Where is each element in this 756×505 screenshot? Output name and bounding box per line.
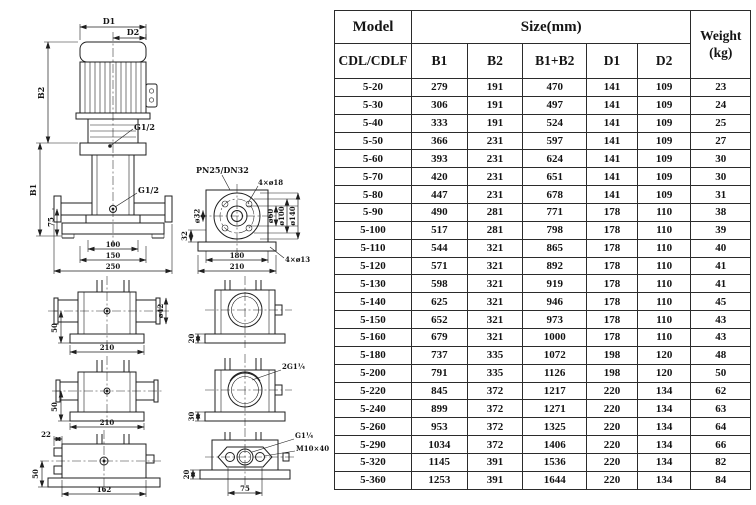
cell-w: 84 <box>691 471 751 489</box>
port-label-g12-top: G1/2 <box>134 122 155 132</box>
cell-b1: 845 <box>411 382 467 400</box>
cell-model: 5-30 <box>335 96 412 114</box>
cell-w: 40 <box>691 239 751 257</box>
cell-b2: 391 <box>467 454 523 472</box>
dim-label-flange-210: 210 <box>229 262 245 271</box>
cell-d2: 110 <box>637 329 691 347</box>
cell-d1: 220 <box>587 382 638 400</box>
cell-d2: 134 <box>637 418 691 436</box>
header-d1: D1 <box>587 44 638 79</box>
cell-d2: 110 <box>637 257 691 275</box>
cell-d1: 178 <box>587 204 638 222</box>
cell-model: 5-150 <box>335 311 412 329</box>
cell-d1: 141 <box>587 186 638 204</box>
cell-model: 5-240 <box>335 400 412 418</box>
cell-b1b2: 892 <box>523 257 587 275</box>
cell-model: 5-80 <box>335 186 412 204</box>
header-b2: B2 <box>467 44 523 79</box>
cell-d1: 178 <box>587 239 638 257</box>
cell-d1: 178 <box>587 221 638 239</box>
dim-label-180: 180 <box>229 251 245 260</box>
cell-b2: 191 <box>467 96 523 114</box>
dim-label-210a: 210 <box>99 343 115 352</box>
cell-model: 5-50 <box>335 132 412 150</box>
flange-bolt-bottom-label: 4×ø13 <box>285 255 311 264</box>
dia60-label: ø60 <box>266 208 275 224</box>
cell-d2: 134 <box>637 382 691 400</box>
cell-d1: 141 <box>587 132 638 150</box>
table-body <box>335 79 751 490</box>
cell-b1: 544 <box>411 239 467 257</box>
cell-b1b2: 865 <box>523 239 587 257</box>
dim-label-20a: 20 <box>187 333 196 344</box>
cell-w: 43 <box>691 329 751 347</box>
table-row <box>335 364 751 382</box>
cell-b2: 191 <box>467 114 523 132</box>
bolt-label-m10x40: M10×40 <box>296 444 330 453</box>
cell-model: 5-130 <box>335 275 412 293</box>
cell-d1: 141 <box>587 79 638 97</box>
cell-d2: 110 <box>637 204 691 222</box>
cell-b1b2: 1536 <box>523 454 587 472</box>
table-row <box>335 239 751 257</box>
cell-b2: 335 <box>467 364 523 382</box>
pump-dimension-drawing <box>0 0 334 500</box>
cell-d2: 109 <box>637 150 691 168</box>
table-row <box>335 293 751 311</box>
dim-label-75b: 75 <box>240 484 250 493</box>
cell-b2: 321 <box>467 311 523 329</box>
cell-d2: 120 <box>637 346 691 364</box>
pump-front-view <box>28 16 172 274</box>
cell-b2: 372 <box>467 436 523 454</box>
header-b1: B1 <box>411 44 467 79</box>
port-label-2g114: 2G1¼ <box>282 362 306 371</box>
cell-model: 5-220 <box>335 382 412 400</box>
cell-w: 38 <box>691 204 751 222</box>
cell-model: 5-110 <box>335 239 412 257</box>
table-row <box>335 311 751 329</box>
cell-b1: 306 <box>411 96 467 114</box>
cell-b1: 490 <box>411 204 467 222</box>
table-row <box>335 132 751 150</box>
table-row <box>335 329 751 347</box>
cell-w: 24 <box>691 96 751 114</box>
flange-bolt-top-label: 4×ø18 <box>258 178 284 187</box>
cell-d2: 109 <box>637 186 691 204</box>
cell-b1: 279 <box>411 79 467 97</box>
dim-label-22: 22 <box>41 430 51 439</box>
cell-w: 43 <box>691 311 751 329</box>
table-row <box>335 275 751 293</box>
cell-d2: 120 <box>637 364 691 382</box>
cell-model: 5-160 <box>335 329 412 347</box>
flange-detail-view <box>180 165 310 274</box>
flange-title: PN25/DN32 <box>196 165 249 175</box>
cell-b2: 231 <box>467 168 523 186</box>
cell-b1b2: 1000 <box>523 329 587 347</box>
cell-w: 41 <box>691 275 751 293</box>
dia42-label: ø42 <box>156 303 165 319</box>
cell-d2: 110 <box>637 293 691 311</box>
table-row <box>335 471 751 489</box>
dim-label-50b: 50 <box>50 402 59 412</box>
cell-w: 63 <box>691 400 751 418</box>
dim-label-32: 32 <box>180 231 189 241</box>
cell-d2: 109 <box>637 114 691 132</box>
cell-d1: 220 <box>587 471 638 489</box>
spec-table-panel <box>334 0 756 500</box>
dim-label-75: 75 <box>46 217 56 227</box>
dim-label-150: 150 <box>105 251 121 260</box>
dim-label-162: 162 <box>96 485 112 494</box>
cell-b2: 321 <box>467 239 523 257</box>
cell-model: 5-140 <box>335 293 412 311</box>
cell-b1: 679 <box>411 329 467 347</box>
cell-b2: 321 <box>467 293 523 311</box>
cell-d2: 109 <box>637 96 691 114</box>
cell-b1: 447 <box>411 186 467 204</box>
header-weight-line1: Weight <box>700 27 742 43</box>
dim-label-100: 100 <box>105 240 121 249</box>
cell-b2: 335 <box>467 346 523 364</box>
cell-model: 5-320 <box>335 454 412 472</box>
cell-b1: 899 <box>411 400 467 418</box>
pump-head-view-a <box>48 276 170 355</box>
cell-d1: 141 <box>587 150 638 168</box>
cell-d1: 220 <box>587 418 638 436</box>
cell-model: 5-120 <box>335 257 412 275</box>
header-size-group: Size(mm) <box>411 11 691 44</box>
pump-head-view-c <box>31 430 162 497</box>
cell-b1b2: 1325 <box>523 418 587 436</box>
cell-b1b2: 678 <box>523 186 587 204</box>
dim-label-210b: 210 <box>99 418 115 427</box>
cell-d1: 198 <box>587 346 638 364</box>
header-model: Model <box>335 11 412 44</box>
header-row-groups <box>335 11 751 44</box>
cell-b1: 791 <box>411 364 467 382</box>
cell-b1b2: 1271 <box>523 400 587 418</box>
port-label-g12-mid: G1/2 <box>138 185 159 195</box>
table-row <box>335 454 751 472</box>
table-row <box>335 150 751 168</box>
dia100-label: ø100 <box>277 206 286 226</box>
cell-d1: 141 <box>587 168 638 186</box>
cell-d1: 178 <box>587 311 638 329</box>
cell-b2: 372 <box>467 418 523 436</box>
cell-b1b2: 624 <box>523 150 587 168</box>
header-row-columns <box>335 44 751 79</box>
cell-d1: 141 <box>587 114 638 132</box>
cell-model: 5-200 <box>335 364 412 382</box>
cell-b1b2: 1072 <box>523 346 587 364</box>
cell-b1b2: 524 <box>523 114 587 132</box>
pump-port-view-a <box>187 276 292 348</box>
table-row <box>335 204 751 222</box>
cell-d1: 220 <box>587 454 638 472</box>
cell-b1: 571 <box>411 257 467 275</box>
cell-w: 41 <box>691 257 751 275</box>
cell-b2: 372 <box>467 400 523 418</box>
cell-d2: 110 <box>637 275 691 293</box>
table-row <box>335 114 751 132</box>
table-row <box>335 96 751 114</box>
cell-model: 5-180 <box>335 346 412 364</box>
cell-d2: 110 <box>637 221 691 239</box>
pump-port-view-c <box>182 428 329 496</box>
cell-b1: 333 <box>411 114 467 132</box>
cell-b1: 737 <box>411 346 467 364</box>
cell-b1: 1253 <box>411 471 467 489</box>
cell-model: 5-100 <box>335 221 412 239</box>
cell-d2: 109 <box>637 132 691 150</box>
cell-b1b2: 973 <box>523 311 587 329</box>
cell-model: 5-90 <box>335 204 412 222</box>
cell-model: 5-260 <box>335 418 412 436</box>
cell-b1: 366 <box>411 132 467 150</box>
cell-model: 5-20 <box>335 79 412 97</box>
cell-b1b2: 497 <box>523 96 587 114</box>
cell-d1: 178 <box>587 275 638 293</box>
dim-label-30: 30 <box>187 411 196 422</box>
cell-b1b2: 1217 <box>523 382 587 400</box>
cell-b2: 231 <box>467 186 523 204</box>
header-d2: D2 <box>637 44 691 79</box>
cell-b1b2: 1644 <box>523 471 587 489</box>
cell-b1b2: 1126 <box>523 364 587 382</box>
table-row <box>335 168 751 186</box>
cell-model: 5-60 <box>335 150 412 168</box>
cell-b1b2: 1406 <box>523 436 587 454</box>
cell-d1: 220 <box>587 436 638 454</box>
cell-b1b2: 597 <box>523 132 587 150</box>
cell-w: 82 <box>691 454 751 472</box>
cell-b1: 953 <box>411 418 467 436</box>
header-model-sub: CDL/CDLF <box>335 44 412 79</box>
cell-d2: 134 <box>637 471 691 489</box>
table-row <box>335 436 751 454</box>
cell-d2: 109 <box>637 79 691 97</box>
table-row <box>335 400 751 418</box>
dim-label-d1: D1 <box>102 16 116 26</box>
cell-b1: 393 <box>411 150 467 168</box>
cell-w: 30 <box>691 168 751 186</box>
cell-b2: 372 <box>467 382 523 400</box>
port-label-g114: G1¼ <box>295 431 314 440</box>
cell-b2: 231 <box>467 132 523 150</box>
dim-label-250: 250 <box>105 262 121 271</box>
cell-d1: 141 <box>587 96 638 114</box>
cell-model: 5-360 <box>335 471 412 489</box>
cell-d2: 134 <box>637 400 691 418</box>
cell-b1b2: 919 <box>523 275 587 293</box>
cell-b2: 391 <box>467 471 523 489</box>
cell-b1: 517 <box>411 221 467 239</box>
cell-b2: 281 <box>467 204 523 222</box>
dia140-label: ø140 <box>288 206 297 226</box>
table-row <box>335 257 751 275</box>
cell-b1b2: 798 <box>523 221 587 239</box>
header-weight-line2: (kg) <box>709 44 733 60</box>
cell-w: 45 <box>691 293 751 311</box>
cell-b1b2: 771 <box>523 204 587 222</box>
cell-b2: 321 <box>467 275 523 293</box>
cell-d2: 134 <box>637 454 691 472</box>
dim-label-d2: D2 <box>126 27 140 37</box>
cell-b1: 420 <box>411 168 467 186</box>
dim-label-b2: B2 <box>36 86 46 100</box>
cell-w: 39 <box>691 221 751 239</box>
cell-b2: 321 <box>467 329 523 347</box>
cell-b1: 1145 <box>411 454 467 472</box>
cell-b1: 625 <box>411 293 467 311</box>
cell-w: 50 <box>691 364 751 382</box>
header-b1b2: B1+B2 <box>523 44 587 79</box>
cell-b1b2: 470 <box>523 79 587 97</box>
cell-w: 30 <box>691 150 751 168</box>
cell-w: 23 <box>691 79 751 97</box>
cell-d2: 110 <box>637 311 691 329</box>
cell-b2: 191 <box>467 79 523 97</box>
pump-drawing-panel <box>0 0 334 500</box>
cell-w: 62 <box>691 382 751 400</box>
table-row <box>335 221 751 239</box>
cell-b1: 652 <box>411 311 467 329</box>
table-row <box>335 186 751 204</box>
dimension-table <box>334 10 751 490</box>
cell-b1b2: 651 <box>523 168 587 186</box>
cell-d2: 109 <box>637 168 691 186</box>
dim-label-50a: 50 <box>50 323 59 333</box>
cell-w: 27 <box>691 132 751 150</box>
dim-label-50c: 50 <box>31 469 40 479</box>
table-row <box>335 79 751 97</box>
cell-d1: 178 <box>587 329 638 347</box>
header-weight <box>691 11 751 79</box>
cell-w: 25 <box>691 114 751 132</box>
table-row <box>335 382 751 400</box>
cell-model: 5-290 <box>335 436 412 454</box>
cell-d1: 178 <box>587 293 638 311</box>
cell-b2: 231 <box>467 150 523 168</box>
dia32-label: ø32 <box>192 208 202 224</box>
cell-d1: 220 <box>587 400 638 418</box>
cell-w: 48 <box>691 346 751 364</box>
cell-b1: 1034 <box>411 436 467 454</box>
table-row <box>335 346 751 364</box>
cell-d2: 134 <box>637 436 691 454</box>
pump-head-view-b <box>50 356 164 430</box>
cell-d1: 178 <box>587 257 638 275</box>
cell-b1: 598 <box>411 275 467 293</box>
cell-b2: 281 <box>467 221 523 239</box>
cell-w: 31 <box>691 186 751 204</box>
dim-label-b1: B1 <box>28 183 38 197</box>
cell-d2: 110 <box>637 239 691 257</box>
dim-label-20b: 20 <box>182 469 191 480</box>
cell-b2: 321 <box>467 257 523 275</box>
cell-model: 5-70 <box>335 168 412 186</box>
table-row <box>335 418 751 436</box>
cell-model: 5-40 <box>335 114 412 132</box>
cell-w: 64 <box>691 418 751 436</box>
cell-b1b2: 946 <box>523 293 587 311</box>
cell-d1: 198 <box>587 364 638 382</box>
pump-port-view-b <box>187 354 306 426</box>
cell-w: 66 <box>691 436 751 454</box>
